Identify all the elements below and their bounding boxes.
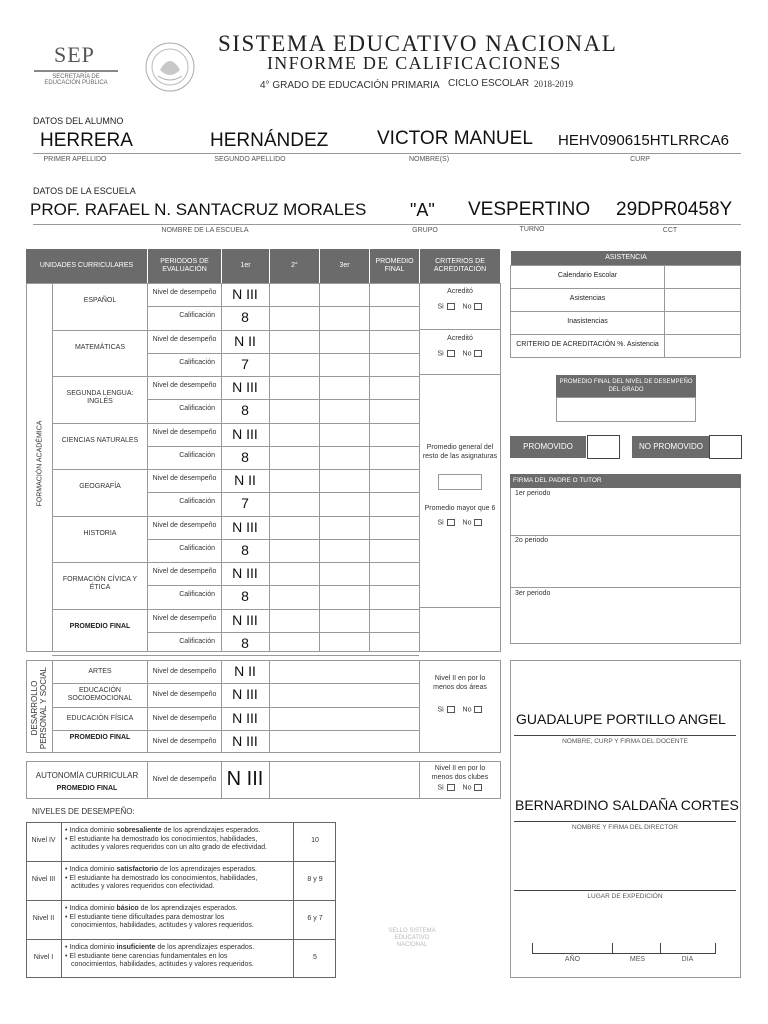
- grid-v6: [369, 283, 370, 652]
- nivel-desc-line3: actitudes y valores requeridos con efectividad.: [71, 883, 215, 890]
- sino-3: [420, 519, 500, 526]
- aut-crit: Nivel II en por lo menos dos clubes: [431, 765, 489, 781]
- h-periodos: PERIODOS DE EVALUACIÓN: [148, 249, 221, 283]
- nivel-desc-line1: [65, 944, 293, 953]
- si-label: Si: [437, 350, 444, 358]
- lbl-turno: TURNO: [519, 226, 545, 233]
- calif-lbl: Calificación: [179, 544, 215, 552]
- row-mid-line: [147, 353, 419, 354]
- grid-v4: [269, 283, 270, 652]
- h-unidades: UNIDADES CURRICULARES: [26, 249, 147, 283]
- dps-name: EDUCACIÓN SOCIOEMOCIONAL: [67, 687, 133, 703]
- calif-value: 7: [241, 495, 249, 511]
- no-checkbox-1[interactable]: [474, 303, 482, 310]
- nivel-value: N III: [232, 518, 258, 535]
- dps-nivel-value: N III: [232, 686, 258, 703]
- firma-p1: 1er periodo: [515, 490, 551, 497]
- sino-2: [420, 350, 500, 357]
- row-line: [52, 469, 419, 470]
- niveles-title: NIVELES DE DESEMPEÑO:: [32, 807, 135, 816]
- grado: 4° GRADO DE EDUCACIÓN PRIMARIA: [260, 80, 440, 91]
- coat-of-arms-icon: [142, 40, 198, 94]
- lbl-segundo-apellido: SEGUNDO APELLIDO: [214, 156, 286, 163]
- subject-name: GEOGRAFÍA: [79, 483, 121, 490]
- nivel-calif: 5: [313, 954, 317, 961]
- h-criterios: CRITERIOS DE ACREDITACIÓN: [420, 249, 500, 283]
- prom-general: Promedio general del resto de las asignaturas: [422, 444, 498, 460]
- no-checkbox-4[interactable]: [474, 706, 482, 713]
- row-mid-line: [147, 632, 419, 633]
- row-line: [52, 655, 419, 656]
- dps-row-line: [52, 707, 419, 708]
- desc-a: • Indica dominio: [65, 866, 117, 873]
- autonomia-nivel-lbl: Nivel de desempeño: [152, 776, 217, 783]
- dps-nivel-lbl: Nivel de desempeño: [152, 737, 217, 745]
- calif-value: 8: [241, 309, 249, 325]
- desc-c: de los aprendizajes esperados.: [138, 905, 238, 912]
- row-line: [52, 423, 419, 424]
- page-subtitle: INFORME DE CALIFICACIONES: [267, 53, 562, 73]
- aut-v3: [269, 761, 270, 799]
- sep-logo-line: [34, 70, 118, 72]
- docente-line: [514, 735, 736, 736]
- no-label: No: [462, 706, 472, 714]
- nivel-lbl: Nivel de desempeño: [152, 475, 217, 482]
- nivel-calif: 6 y 7: [307, 915, 323, 922]
- desc-c: de los aprendizajes esperados.: [161, 827, 261, 834]
- asis-h1: [510, 288, 741, 289]
- lbl-cct: CCT: [662, 227, 678, 234]
- asis-h2: [510, 311, 741, 312]
- row-line: [52, 330, 419, 331]
- desarrollo-label: DESARROLLO PERSONAL Y SOCIAL: [30, 666, 48, 750]
- si-checkbox-2[interactable]: [447, 350, 455, 357]
- nivel-lbl: Nivel de desempeño: [152, 614, 217, 622]
- firma-padre-grid: [510, 474, 741, 644]
- subject-name: ESPAÑOL: [83, 297, 117, 304]
- calif-value: 8: [241, 448, 249, 465]
- desc-b: sobresaliente: [116, 827, 162, 834]
- si-checkbox-5[interactable]: [447, 784, 455, 791]
- subject-name: CIENCIAS NATURALES: [61, 436, 139, 444]
- nivel-value: N III: [232, 286, 258, 302]
- nivel-lbl: Nivel de desempeño: [152, 335, 217, 343]
- sino-4: [420, 706, 500, 713]
- inasistencias: Inasistencias: [567, 318, 608, 325]
- calif-lbl: Calificación: [179, 405, 215, 412]
- row-mid-line: [147, 446, 419, 447]
- nivel-lbl: Nivel de desempeño: [152, 382, 217, 389]
- dps-name: ARTES: [88, 668, 112, 675]
- si-checkbox-3[interactable]: [447, 519, 455, 526]
- firma-padre-title: FIRMA DEL PADRE O TUTOR: [510, 474, 741, 488]
- si-label: Si: [437, 303, 444, 311]
- autonomia-nivel: N III: [226, 768, 264, 790]
- calif-value: 7: [241, 355, 249, 372]
- si-label: Si: [437, 784, 444, 792]
- director-lbl: NOMBRE Y FIRMA DEL DIRECTOR: [572, 824, 678, 831]
- asistencia-title: ASISTENCIA: [511, 251, 741, 265]
- row-line: [52, 376, 419, 377]
- lbl-grupo: GRUPO: [412, 227, 438, 234]
- subject-name: SEGUNDA LENGUA: INGLÉS: [66, 390, 134, 405]
- fecha-dia: DIA: [681, 956, 694, 963]
- escuela-turno: VESPERTINO: [468, 199, 591, 220]
- nivel-value: N III: [232, 611, 258, 628]
- desc-a: • Indica dominio: [65, 827, 117, 834]
- nivel-row-line: [26, 939, 336, 940]
- desc-a: • Indica dominio: [65, 905, 117, 912]
- subject-name: PROMEDIO FINAL: [69, 622, 131, 630]
- nivel-desc-line3: conocimientos, habilidades, actitudes y valores requeridos.: [71, 961, 254, 968]
- nivel-value: N II: [234, 332, 256, 349]
- autonomia-promedio: PROMEDIO FINAL: [56, 785, 118, 792]
- nivel-desc-line1: [65, 905, 293, 914]
- fecha-line: [532, 953, 716, 954]
- nivel-value: N III: [232, 565, 258, 581]
- nivel-calif: 8 y 9: [307, 876, 323, 883]
- nivel-desc-line3: actitudes y valores requeridos con un alto grado de efectividad.: [71, 844, 268, 851]
- nivel-name: Nivel IV: [31, 837, 56, 844]
- asistencias: Asistencias: [569, 295, 606, 302]
- dps-name: PROMEDIO FINAL: [69, 733, 131, 741]
- nivel-desc-line2: • El estudiante tiene dificultades para demostrar los: [65, 913, 225, 921]
- grid-v1: [52, 283, 53, 652]
- desc-c: de los aprendizajes esperados.: [158, 866, 257, 873]
- crit-line-3: [419, 607, 500, 608]
- si-checkbox-1[interactable]: [447, 303, 455, 310]
- calendario: Calendario Escolar: [557, 272, 618, 279]
- director-nombre: BERNARDINO SALDAÑA CORTES: [515, 797, 739, 813]
- no-label: No: [462, 784, 472, 792]
- sep-sub2: EDUCACIÓN PÚBLICA: [44, 80, 108, 86]
- nivel-lbl: Nivel de desempeño: [152, 568, 217, 575]
- si-label: Si: [437, 519, 444, 527]
- escuela-nombre: PROF. RAFAEL N. SANTACRUZ MORALES: [30, 200, 367, 219]
- fecha-mes: MES: [629, 956, 646, 963]
- no-label: No: [462, 350, 472, 358]
- lugar-line: [514, 890, 736, 891]
- ciclo-label: CICLO ESCOLAR: [448, 78, 530, 89]
- alumno-line: [33, 153, 741, 154]
- lugar-lbl: LUGAR DE EXPEDICIÓN: [587, 893, 663, 900]
- desc-b: insuficiente: [116, 944, 156, 951]
- nivel-value: N III: [232, 379, 258, 395]
- nivel-value: N II: [234, 472, 256, 488]
- prom-mayor: Promedio mayor que 6: [424, 505, 496, 512]
- calif-value: 8: [241, 402, 249, 418]
- promovido-box[interactable]: [587, 435, 620, 459]
- dps-nivel-value: N III: [232, 732, 258, 749]
- escuela-section-title: DATOS DE LA ESCUELA: [33, 186, 136, 196]
- calif-lbl: Calificación: [179, 637, 215, 645]
- row-mid-line: [147, 399, 419, 400]
- aut-v4: [419, 761, 420, 799]
- lbl-curp: CURP: [630, 156, 650, 163]
- nivel-lbl: Nivel de desempeño: [152, 428, 217, 436]
- no-label: No: [462, 519, 472, 527]
- no-checkbox-3[interactable]: [474, 519, 482, 526]
- firma-h1: [510, 535, 741, 536]
- subject-name: HISTORIA: [83, 529, 117, 537]
- escuela-line: [33, 224, 741, 225]
- prom-general-box[interactable]: [438, 474, 482, 490]
- prom-nivel-title: PROMEDIO FINAL DEL NIVEL DE DESEMPEÑO DEL GRADO: [556, 375, 696, 397]
- dps-nivel-lbl: Nivel de desempeño: [152, 714, 217, 722]
- acredito-2: Acreditó: [447, 335, 473, 342]
- sep-logo: [30, 42, 130, 92]
- dps-nivel-lbl: Nivel de desempeño: [152, 668, 217, 675]
- nivel-desc: [65, 944, 293, 970]
- nivel-calif: 10: [311, 837, 319, 844]
- nivel-desc-line2: • El estudiante ha demostrado los conocimientos, habilidades,: [65, 874, 258, 882]
- sino-5: [420, 784, 500, 791]
- grid-v5: [319, 283, 320, 652]
- fecha-v3: [715, 943, 716, 954]
- sep-logo-text: SEP: [54, 42, 95, 67]
- nivel-desc-line1: [65, 827, 293, 836]
- sello-watermark: SELLO SISTEMA EDUCATIVO NACIONAL: [388, 928, 436, 948]
- promovido-label: PROMOVIDO: [510, 436, 586, 458]
- alumno-section-title: DATOS DEL ALUMNO: [33, 116, 124, 126]
- asis-h3: [510, 334, 741, 335]
- nivel-name: Nivel III: [31, 876, 56, 883]
- nombres: VICTOR MANUEL: [377, 128, 533, 149]
- h-p3: 3er: [320, 249, 369, 283]
- fecha-v1: [612, 943, 613, 954]
- criterio-asistencia: CRITERIO DE ACREDITACIÓN %. Asistencia: [516, 341, 659, 348]
- no-label: No: [462, 303, 472, 311]
- calif-lbl: Calificación: [179, 498, 215, 505]
- calif-lbl: Calificación: [179, 312, 215, 319]
- nivel-name: Nivel II: [32, 915, 55, 922]
- director-line: [514, 821, 736, 822]
- sino-1: [420, 303, 500, 310]
- nivel-lbl: Nivel de desempeño: [152, 289, 217, 296]
- subject-name: FORMACIÓN CÍVICA Y ÉTICA: [62, 576, 138, 591]
- no-promovido-label: NO PROMOVIDO: [632, 436, 710, 458]
- calif-lbl: Calificación: [179, 451, 215, 459]
- prom-nivel-box[interactable]: [556, 397, 696, 422]
- firma-p3: 3er periodo: [515, 590, 551, 597]
- no-checkbox-5[interactable]: [474, 784, 482, 791]
- nivel-row-line: [26, 900, 336, 901]
- docente-nombre: GUADALUPE PORTILLO ANGEL: [516, 711, 726, 727]
- no-promovido-box[interactable]: [709, 435, 742, 459]
- nivel-desc-line1: [65, 866, 293, 875]
- firmas-box: [510, 660, 741, 978]
- row-line: [52, 562, 419, 563]
- row-mid-line: [147, 306, 419, 307]
- h-p1: 1er: [222, 249, 269, 283]
- dps-name: EDUCACIÓN FÍSICA: [66, 714, 134, 722]
- dps-nivel-value: N III: [232, 709, 258, 726]
- nivel-name: Nivel I: [33, 954, 54, 961]
- lbl-primer-apellido: PRIMER APELLIDO: [43, 156, 107, 163]
- segundo-apellido: HERNÁNDEZ: [210, 130, 329, 151]
- desc-c: de los aprendizajes esperados.: [155, 944, 255, 951]
- dps-row-line: [52, 730, 419, 731]
- crit-line-2: [419, 374, 500, 375]
- row-mid-line: [147, 539, 419, 540]
- row-line: [52, 609, 419, 610]
- fecha-ano: AÑO: [564, 956, 581, 963]
- nivel-desc-line2: • El estudiante tiene carencias fundamentales en los: [65, 952, 228, 960]
- crit-line-1: [419, 329, 500, 330]
- nivel-desc: [65, 866, 293, 892]
- autonomia-label: AUTONOMÍA CURRICULAR: [35, 771, 139, 780]
- nivel-desc-line2: • El estudiante ha demostrado los conocimientos, habilidades,: [65, 835, 258, 843]
- calif-value: 8: [241, 634, 249, 651]
- nivel-lbl: Nivel de desempeño: [152, 521, 217, 529]
- docente-lbl: NOMBRE, CURP Y FIRMA DEL DOCENTE: [562, 738, 688, 745]
- primer-apellido: HERRERA: [40, 130, 133, 151]
- desc-a: • Indica dominio: [65, 944, 117, 951]
- fecha-v0: [532, 943, 533, 954]
- escuela-cct: 29DPR0458Y: [616, 199, 733, 220]
- curp: HEHV090615HTLRRCA6: [558, 132, 729, 149]
- ciclo: 2018-2019: [534, 79, 573, 89]
- page-title: SISTEMA EDUCATIVO NACIONAL: [218, 31, 618, 56]
- calif-value: 8: [241, 541, 249, 558]
- nivel-desc: [65, 905, 293, 931]
- lbl-nombres: NOMBRE(S): [408, 156, 450, 163]
- calif-lbl: Calificación: [179, 591, 215, 598]
- calif-lbl: Calificación: [179, 358, 215, 366]
- dps-row-line: [52, 683, 419, 684]
- row-mid-line: [147, 492, 419, 493]
- h-p2: 2°: [270, 249, 319, 283]
- acredito-1: Acreditó: [447, 288, 473, 295]
- row-line: [52, 516, 419, 517]
- firma-h2: [510, 587, 741, 588]
- subject-name: MATEMÁTICAS: [74, 343, 126, 351]
- sep-sub1: SECRETARÍA DE: [52, 74, 100, 80]
- dps-crit: Nivel II en por lo menos dos áreas: [433, 675, 487, 691]
- nivel-value: N III: [232, 425, 258, 442]
- row-mid-line: [147, 585, 419, 586]
- h-promedio: PROMEDIO FINAL: [370, 249, 419, 283]
- nivel-desc-line3: conocimientos, habilidades, actitudes y valores requeridos.: [71, 922, 254, 929]
- dps-nivel-lbl: Nivel de desempeño: [152, 691, 217, 699]
- desc-b: básico: [116, 905, 139, 912]
- calif-value: 8: [241, 588, 249, 604]
- si-label: Si: [437, 706, 444, 714]
- no-checkbox-2[interactable]: [474, 350, 482, 357]
- nivel-row-line: [26, 861, 336, 862]
- fecha-v2: [660, 943, 661, 954]
- formacion-label: FORMACIÓN ACADÉMICA: [36, 420, 44, 507]
- si-checkbox-4[interactable]: [447, 706, 455, 713]
- escuela-grupo: "A": [410, 200, 435, 220]
- firma-p2: 2o periodo: [515, 537, 549, 544]
- desc-b: satisfactorio: [116, 866, 159, 873]
- dps-nivel-value: N II: [234, 663, 256, 679]
- nivel-desc: [65, 827, 293, 853]
- lbl-escuela-nombre: NOMBRE DE LA ESCUELA: [161, 227, 249, 234]
